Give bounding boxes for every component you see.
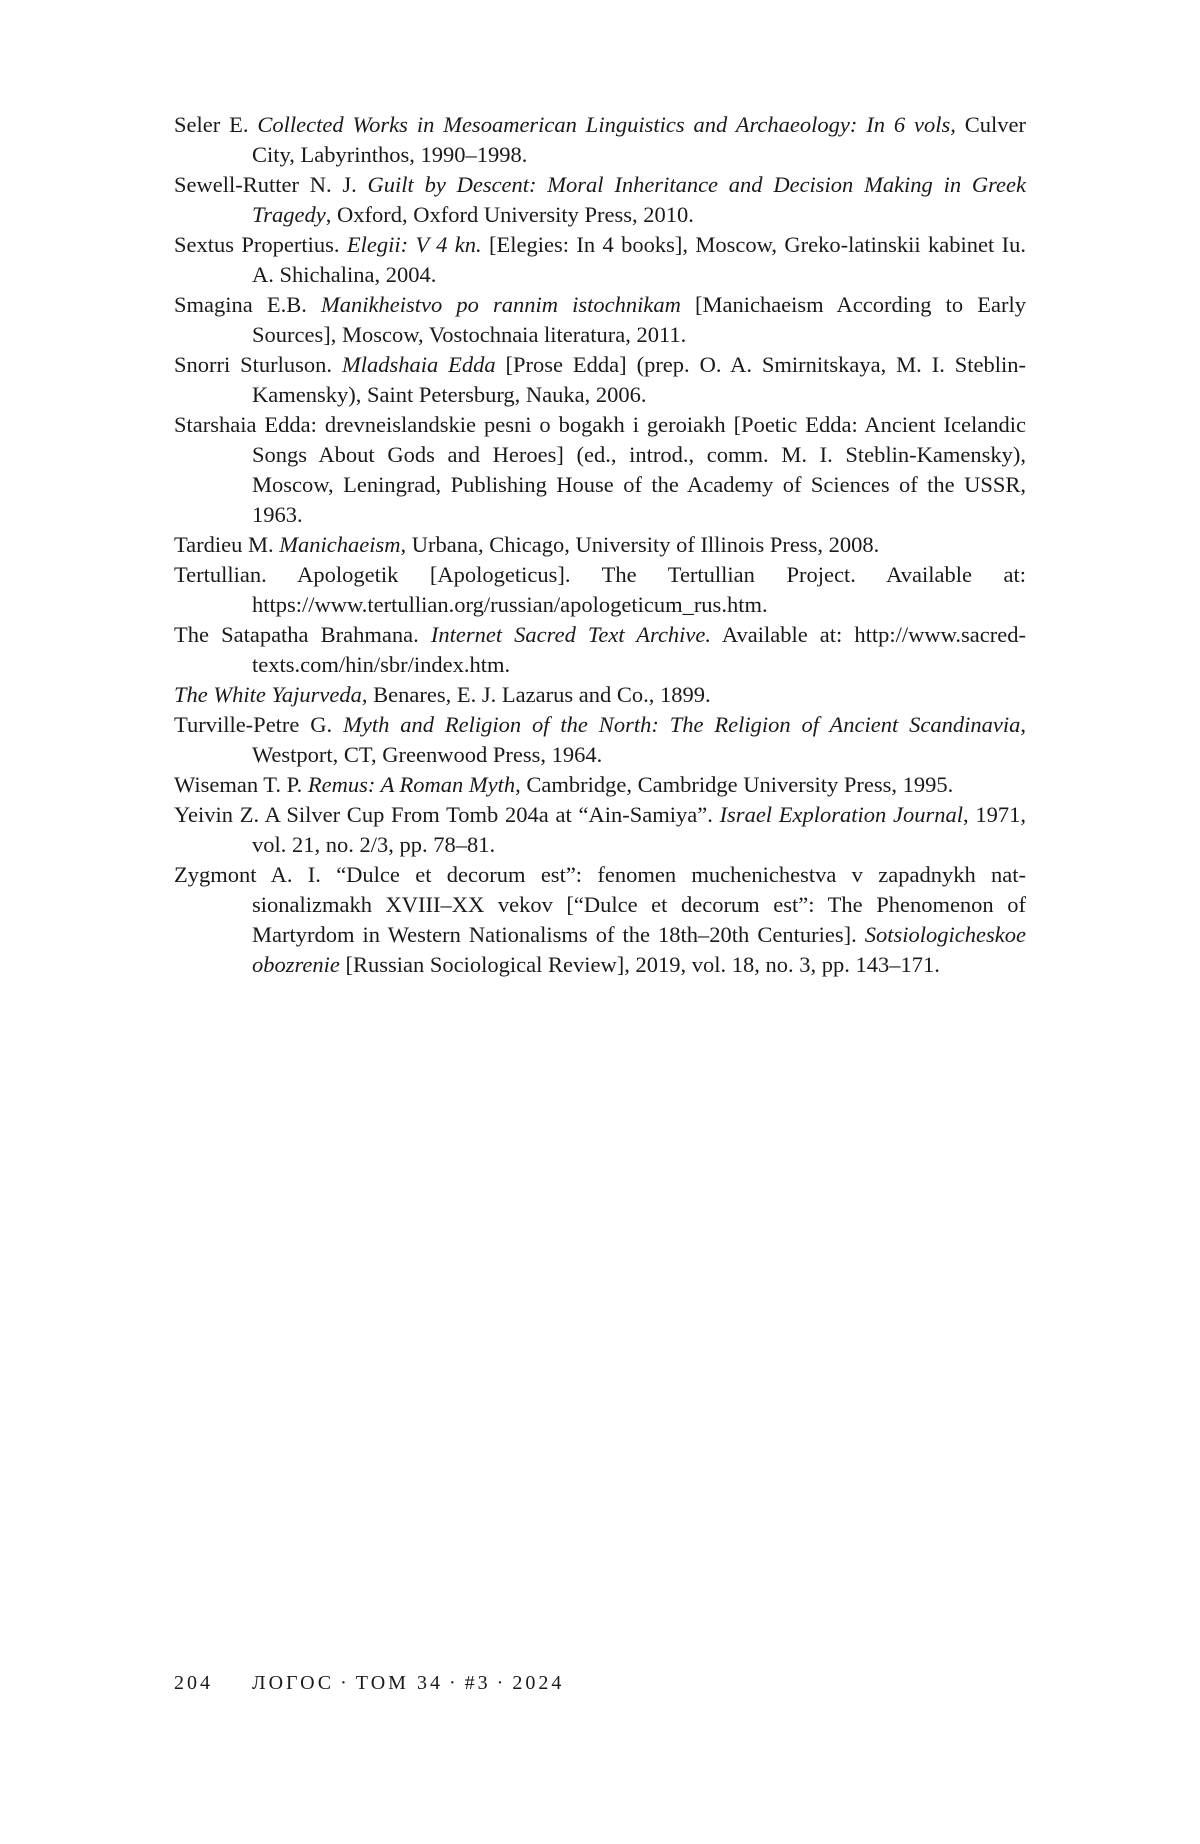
reference-authors: Wiseman T. P. [174,772,308,797]
reference-details: , Benares, E. J. Lazarus and Co., 1899. [361,682,711,707]
reference-item [174,530,1026,560]
reference-title: Sotsiologicheskoe obozrenie [252,922,1026,977]
reference-authors: Zygmont A. I. “Dulce et decorum est”: fenomen muchenichestva v zapadnykh natsionalizmakh XVIII–XX vekov [“Dulce et decorum est”: The Phenomenon of Martyrdom in Western Nationalisms of the 18th–20th Centuries]. [174,862,1026,947]
reference-title: Collected Works in Mesoamerican Linguistics and Archaeology: In 6 vols, [257,112,956,137]
reference-title: Internet Sacred Text Archive. [430,622,712,647]
reference-authors: Starshaia Edda: drevneislandskie pesni o bogakh i geroiakh [Poetic Edda: Ancient Icelandic Songs About Gods and Heroes] (ed., introd., comm. M. I. Steblin-Kamensky), Moscow, Leningrad, Publishing House of the Academy of Sciences of the USSR, 1963. [174,412,1026,527]
reference-item [174,110,1026,170]
journal-name: ЛОГОС [252,1672,335,1694]
reference-details: , Oxford, Oxford University Press, 2010. [325,202,694,227]
page-number: 204 [174,1672,213,1694]
separator: · [448,1672,459,1694]
reference-item [174,350,1026,410]
reference-authors: Turville-Petre G. [174,712,344,737]
reference-item [174,560,1026,620]
reference-item [174,230,1026,290]
reference-details: , Westport, CT, Greenwood Press, 1964. [252,712,1026,767]
reference-details: [Manichaeism According to Early Sources], Moscow, Vostochnaia literatura, 2011. [252,292,1027,347]
reference-authors: Snorri Sturluson. [174,352,342,377]
reference-title: Elegii: V 4 kn. [346,232,482,257]
reference-title: Manichaeism [279,532,401,557]
reference-list [174,110,1026,980]
reference-authors: Smagina E.B. [174,292,321,317]
reference-item [174,620,1026,680]
reference-authors: Sewell-Rutter N. J. [174,172,368,197]
separator: · [496,1672,507,1694]
reference-title: Manikheistvo po rannim istochnikam [321,292,681,317]
reference-title: The White Yajurveda [174,682,362,707]
year: 2024 [512,1672,565,1694]
reference-details: Culver City, Labyrinthos, 1990–1998. [252,112,1026,167]
issue: #3 [464,1672,491,1694]
reference-item [174,170,1026,230]
reference-details: , Cambridge, Cambridge University Press, 1995. [515,772,954,797]
volume: ТОМ 34 [355,1672,443,1694]
reference-details: [Elegies: In 4 books], Moscow, Greko-latinskii kabinet Iu. A. Shichalina, 2004. [252,232,1026,287]
reference-title: Israel Exploration Journal [719,802,964,827]
reference-item [174,800,1026,860]
reference-item [174,710,1026,770]
reference-item [174,290,1026,350]
reference-details: [Russian Sociological Review], 2019, vol. 18, no. 3, pp. 143–171. [339,952,940,977]
reference-authors: Tertullian. Apologetik [Apologeticus]. The Tertullian Project. Available at: https://www.tertullian.org/russian/apologeticum_rus.htm. [174,562,1026,617]
separator: · [340,1672,350,1694]
reference-details: [Prose Edda] (prep. O. A. Smirnitskaya, M. I. Steblin-Kamensky), Saint Petersburg, Nauka, 2006. [252,352,1026,407]
running-footer [174,1672,564,1695]
reference-title: Remus: A Roman Myth [307,772,516,797]
reference-authors: Seler E. [174,112,258,137]
reference-details: , 1971, vol. 21, no. 2/3, pp. 78–81. [252,802,1027,857]
reference-item [174,680,1026,710]
reference-authors: The Satapatha Brahmana. [174,622,431,647]
reference-item [174,770,1026,800]
reference-title: Mladshaia Edda [341,352,496,377]
reference-authors: Tardieu M. [174,532,280,557]
reference-details: , Urbana, Chicago, University of Illinois Press, 2008. [400,532,880,557]
reference-details: Available at: http://www.sacred-texts.com/hin/sbr/index.htm. [252,622,1027,677]
reference-title: Myth and Religion of the North: The Religion of Ancient Scandinavia [343,712,1021,737]
reference-title: Guilt by Descent: Moral Inheritance and Decision Making in Greek Tragedy [252,172,1026,227]
reference-authors: Yeivin Z. A Silver Cup From Tomb 204a at “Ain-Samiya”. [174,802,720,827]
reference-item [174,860,1026,980]
reference-authors: Sextus Propertius. [174,232,347,257]
reference-item [174,410,1026,530]
